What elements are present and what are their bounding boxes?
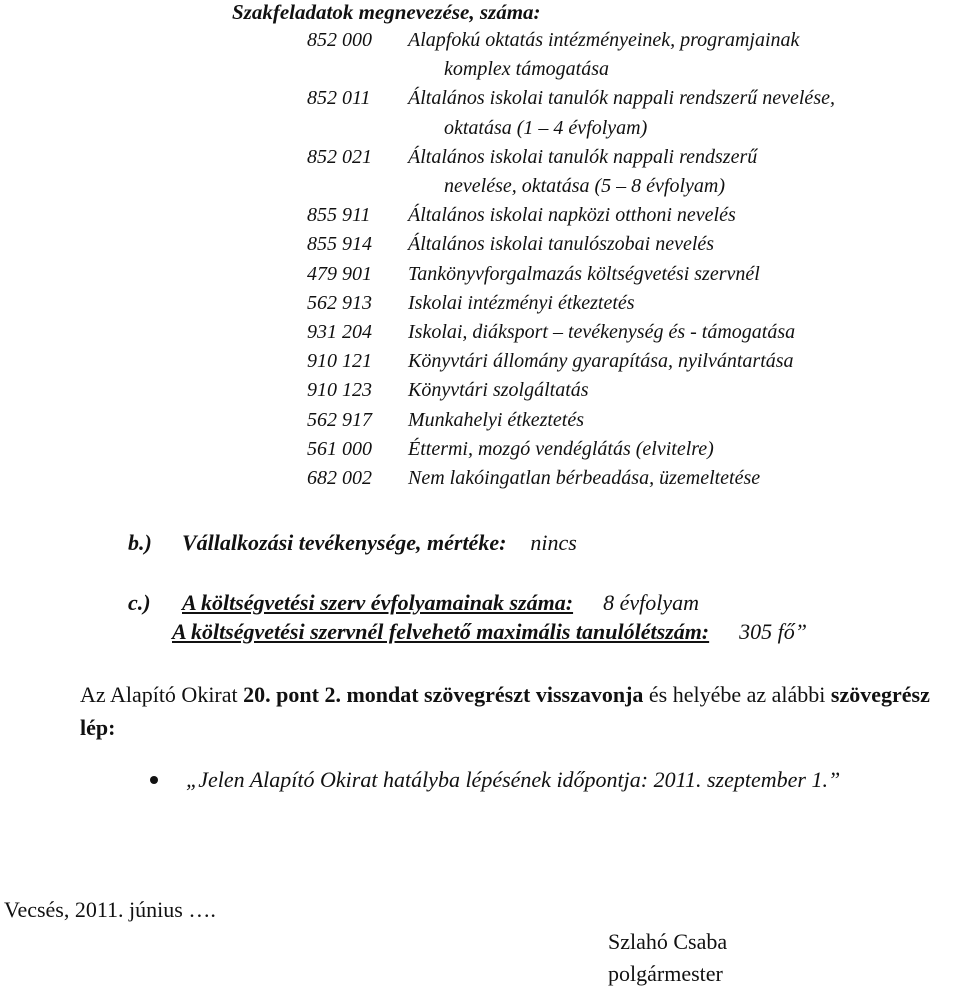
code-row bbox=[307, 318, 947, 347]
code-description-line: Általános iskolai tanulószobai nevelés bbox=[408, 233, 715, 256]
para-replacement: szövegrész lép: bbox=[80, 682, 930, 740]
code-description bbox=[408, 347, 794, 376]
section-c-capacity-title: A költségvetési szervnél felvehető maximális tanulólétszám: bbox=[172, 619, 710, 644]
signature-block bbox=[608, 926, 727, 990]
code-description bbox=[408, 435, 714, 464]
code-description-line: Iskolai intézményi étkeztetés bbox=[408, 291, 635, 314]
code-row bbox=[307, 435, 947, 464]
code-row bbox=[307, 347, 947, 376]
code-description-line: Nem lakóingatlan bérbeadása, üzemeltetése bbox=[408, 467, 761, 490]
code-description bbox=[408, 464, 760, 493]
bullet-item bbox=[150, 767, 840, 793]
section-c-capacity-value: 305 fő” bbox=[739, 619, 807, 644]
code-description bbox=[408, 376, 589, 405]
code-row bbox=[307, 289, 947, 318]
amendment-paragraph bbox=[80, 678, 960, 744]
code-description bbox=[408, 143, 757, 201]
code-description bbox=[408, 84, 835, 142]
code-description bbox=[408, 406, 584, 435]
code-row bbox=[307, 260, 947, 289]
code-row bbox=[307, 376, 947, 405]
code-description bbox=[408, 230, 714, 259]
code-row bbox=[307, 143, 947, 201]
code-number: 562 913 bbox=[307, 291, 372, 314]
code-number: 561 000 bbox=[307, 437, 372, 460]
code-number: 852 021 bbox=[307, 145, 372, 168]
para-ref: 20. pont 2. bbox=[243, 682, 341, 707]
section-b-value: nincs bbox=[530, 530, 577, 555]
code-description bbox=[408, 201, 736, 230]
code-description-line: Iskolai, diáksport – tevékenység és - támogatása bbox=[408, 321, 796, 344]
code-number: 855 911 bbox=[307, 204, 371, 227]
code-number: 479 901 bbox=[307, 262, 372, 285]
code-number: 562 917 bbox=[307, 408, 372, 431]
para-action: mondat szövegrészt visszavonja bbox=[346, 682, 644, 707]
code-row bbox=[307, 201, 947, 230]
code-description-line: Könyvtári szolgáltatás bbox=[408, 379, 589, 402]
code-description bbox=[408, 26, 799, 84]
section-b-label: b.) bbox=[128, 530, 152, 555]
code-row bbox=[307, 406, 947, 435]
code-description bbox=[408, 289, 635, 318]
code-row bbox=[307, 84, 947, 142]
place-and-date: Vecsés, 2011. június …. bbox=[4, 897, 216, 922]
signer-title: polgármester bbox=[608, 961, 723, 986]
code-description-continuation: oktatása (1 – 4 évfolyam) bbox=[444, 116, 648, 139]
code-description-line: Általános iskolai tanulók nappali rendszerű bbox=[408, 145, 758, 168]
section-heading: Szakfeladatok megnevezése, száma: bbox=[232, 0, 541, 24]
activity-code-list bbox=[307, 26, 947, 493]
code-number: 855 914 bbox=[307, 233, 372, 256]
code-description-line: Éttermi, mozgó vendéglátás (elvitelre) bbox=[408, 437, 714, 460]
code-description-line: Munkahelyi étkeztetés bbox=[408, 408, 585, 431]
section-c-title: A költségvetési szerv évfolyamainak száma: bbox=[182, 590, 574, 615]
code-number: 852 000 bbox=[307, 29, 372, 51]
code-row bbox=[307, 230, 947, 259]
para-text-2: és helyébe az alábbi bbox=[643, 682, 831, 707]
section-c-label: c.) bbox=[128, 590, 151, 615]
para-text-1: Az Alapító Okirat bbox=[80, 682, 244, 707]
code-number: 910 121 bbox=[307, 350, 372, 373]
code-description-line: Általános iskolai napközi otthoni nevelés bbox=[408, 204, 736, 227]
section-b bbox=[128, 530, 577, 556]
bullet-icon bbox=[150, 776, 158, 784]
code-description-line: Könyvtári állomány gyarapítása, nyilvántartása bbox=[408, 350, 794, 373]
section-c-value: 8 évfolyam bbox=[603, 590, 699, 615]
code-description-continuation: nevelése, oktatása (5 – 8 évfolyam) bbox=[444, 175, 726, 198]
code-description-line: Alapfokú oktatás intézményeinek, programjainak bbox=[408, 29, 800, 51]
code-description bbox=[408, 318, 795, 347]
code-description bbox=[408, 260, 760, 289]
code-number: 682 002 bbox=[307, 467, 372, 490]
signer-name: Szlahó Csaba bbox=[608, 929, 728, 954]
code-row bbox=[307, 464, 947, 493]
bullet-text: „Jelen Alapító Okirat hatályba lépésének időpontja: 2011. szeptember 1.” bbox=[186, 767, 841, 792]
code-description-continuation: komplex támogatása bbox=[444, 58, 609, 81]
code-number: 910 123 bbox=[307, 379, 372, 402]
code-number: 931 204 bbox=[307, 321, 372, 344]
section-c-capacity bbox=[172, 619, 807, 645]
code-description-line: Általános iskolai tanulók nappali rendszerű nevelése, bbox=[408, 87, 835, 110]
code-description-line: Tankönyvforgalmazás költségvetési szervnél bbox=[408, 262, 760, 285]
section-c bbox=[128, 590, 699, 616]
code-row bbox=[307, 26, 947, 84]
section-b-title: Vállalkozási tevékenysége, mértéke: bbox=[182, 530, 507, 555]
code-number: 852 011 bbox=[307, 87, 371, 110]
